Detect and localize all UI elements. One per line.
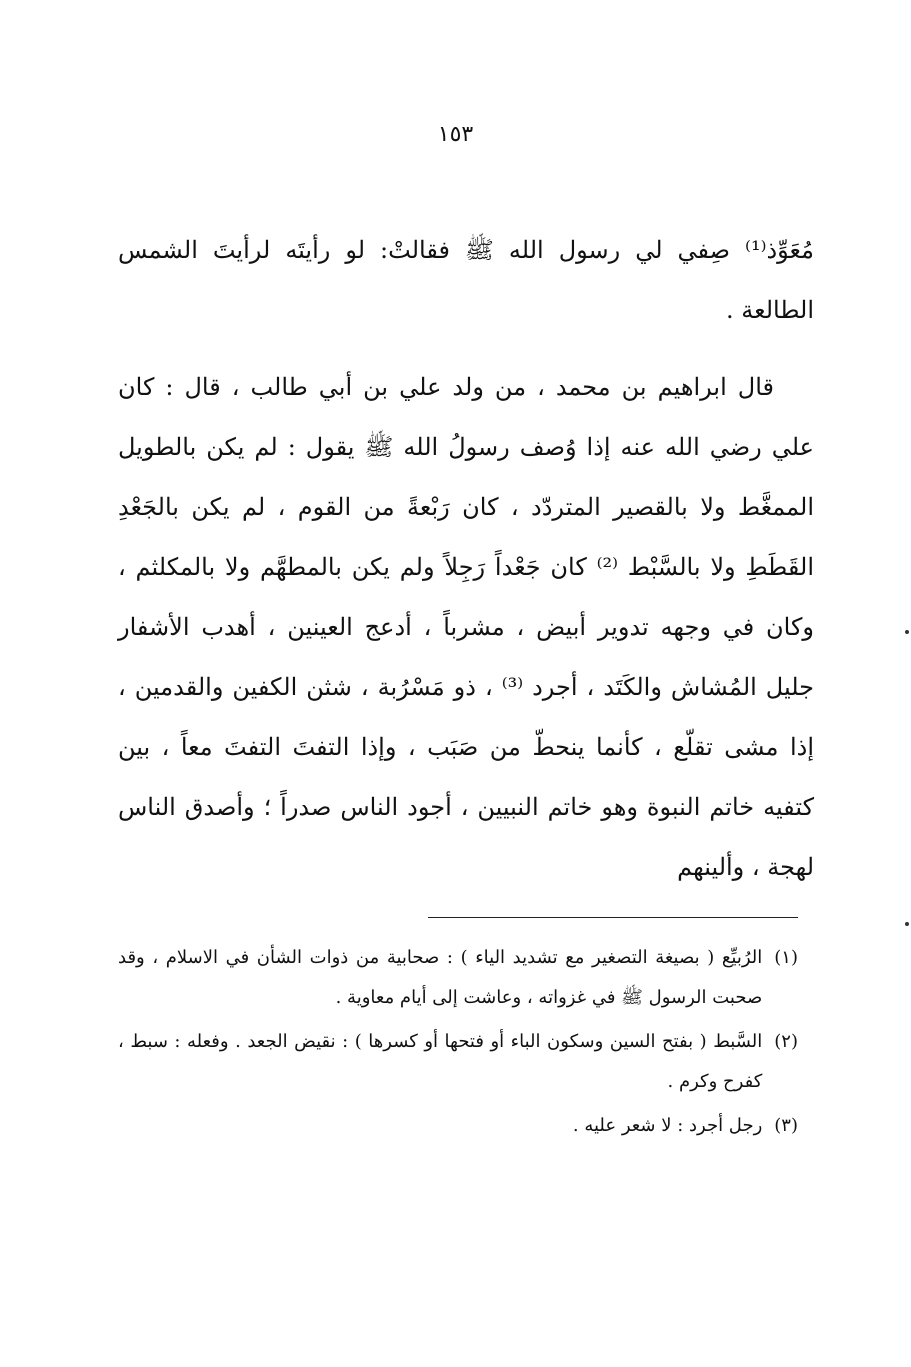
footnote-text: رجل أجرد : لا شعر عليه . (572, 1115, 763, 1136)
footnotes (118, 938, 798, 1148)
footnote-number: (٣) (774, 1115, 798, 1136)
scan-speck (905, 922, 909, 926)
paragraph-2: قال ابراهيم بن محمد ، من ولد علي بن أبي طالب ، قال : كان علي رضي الله عنه إذا وُصف رسولُ الله ﷺ يقول : لم يكن بالطويل الممغَّط ولا بالقصير المتردّد ، كان رَبْعةً من القوم ، لم يكن بالجَعْدِ القَطَطِ ولا بالسَّبْط ⁽²⁾ كان جَعْداً رَجِلاً ولم يكن بالمطهَّم ولا بالمكلثم ، وكان في وجهه تدوير أبيض ، مشرباً ، أدعج العينين ، أهدب الأشفار جليل المُشاش والكَتَد ، أجرد ⁽³⁾ ، ذو مَسْرُبة ، شثن الكفين والقدمين ، إذا مشى تقلّع ، كأنما ينحطّ من صَبَب ، وإذا التفتَ التفتَ معاً ، بين كتفيه خاتم النبوة وهو خاتم النبيين ، أجود الناس صدراً ؛ وأصدق الناس لهجة ، وألينهم (118, 373, 814, 881)
page-number: ١٥٣ (437, 122, 474, 147)
footnote-divider (428, 917, 798, 918)
scan-speck (905, 630, 909, 634)
footnote-text: الرُبيِّع ( بصيغة التصغير مع تشديد الياء ) : صحابية من ذوات الشأن في الاسلام ، وقد صحبت الرسول ﷺ في غزواته ، وعاشت إلى أيام معاوية . (118, 947, 763, 1008)
paragraph-1: مُعَوِّذ⁽¹⁾ صِفي لي رسول الله ﷺ فقالتْ: لو رأيتَه لرأيتَ الشمس الطالعة . (118, 236, 814, 324)
footnote-2 (118, 1022, 798, 1102)
footnote-3 (118, 1106, 798, 1146)
footnote-text: السَّبط ( بفتح السين وسكون الباء أو فتحها أو كسرها ) : نقيض الجعد . وفعله : سبط ، كفرح وكرم . (118, 1031, 763, 1092)
footnote-1 (118, 938, 798, 1018)
main-text (118, 220, 814, 897)
footnote-number: (١) (774, 947, 798, 968)
footnote-number: (٢) (774, 1031, 798, 1052)
